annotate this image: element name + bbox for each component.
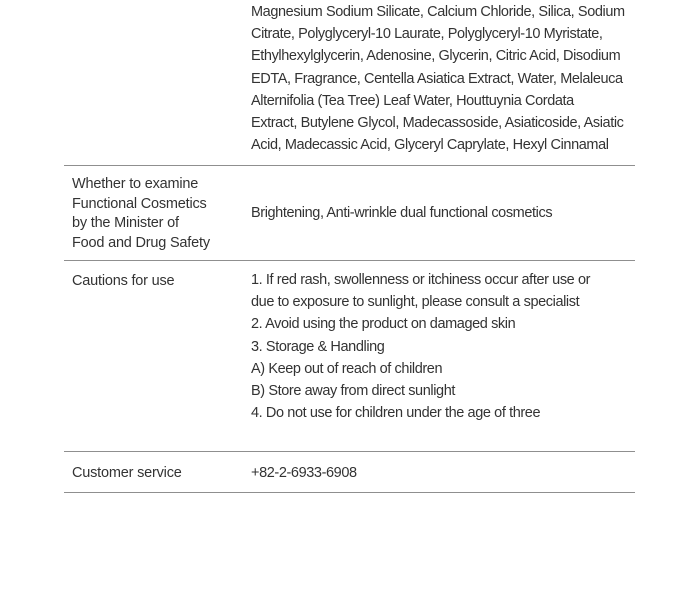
functional-cosmetics-row <box>64 166 635 261</box>
product-info-table <box>64 0 635 493</box>
ingredients-line: EDTA, Fragrance, Centella Asiatica Extract, Water, Melaleuca <box>251 70 623 87</box>
cautions-label: Cautions for use <box>72 273 175 289</box>
customer-service-row <box>64 452 635 493</box>
caution-line: due to exposure to sunlight, please consult a specialist <box>251 294 580 311</box>
functional-label-line: by the Minister of <box>72 215 179 231</box>
ingredients-line: Extract, Butylene Glycol, Madecassoside, Asiaticoside, Asiatic <box>251 115 624 132</box>
functional-label-line: Functional Cosmetics <box>72 195 207 212</box>
functional-cosmetics-value: Brightening, Anti-wrinkle dual functional cosmetics <box>251 205 553 221</box>
ingredients-line: Magnesium Sodium Silicate, Calcium Chloride, Silica, Sodium <box>251 4 625 20</box>
functional-cosmetics-label <box>72 175 242 253</box>
caution-line: 4. Do not use for children under the age of three <box>251 405 541 422</box>
ingredients-value <box>251 1 635 156</box>
ingredients-line: Ethylhexylglycerin, Adenosine, Glycerin, Citric Acid, Disodium <box>251 48 621 65</box>
cautions-value <box>251 269 635 424</box>
ingredients-line: Alternifolia (Tea Tree) Leaf Water, Houttuynia Cordata <box>251 92 574 109</box>
caution-line: B) Store away from direct sunlight <box>251 383 455 400</box>
ingredients-line: Acid, Madecassic Acid, Glyceryl Caprylate, Hexyl Cinnamal <box>251 137 609 154</box>
cautions-row <box>64 261 635 452</box>
customer-service-label: Customer service <box>72 465 182 481</box>
caution-line: 2. Avoid using the product on damaged skin <box>251 316 516 333</box>
functional-label-line: Whether to examine <box>72 176 199 192</box>
caution-line: A) Keep out of reach of children <box>251 360 443 377</box>
caution-line: 3. Storage & Handling <box>251 338 385 355</box>
customer-service-phone: +82-2-6933-6908 <box>251 465 357 481</box>
ingredients-row <box>64 0 635 166</box>
functional-label-line: Food and Drug Safety <box>72 234 210 251</box>
ingredients-line: Citrate, Polyglyceryl-10 Laurate, Polyglyceryl-10 Myristate, <box>251 26 603 43</box>
caution-line: 1. If red rash, swollenness or itchiness occur after use or <box>251 272 591 288</box>
